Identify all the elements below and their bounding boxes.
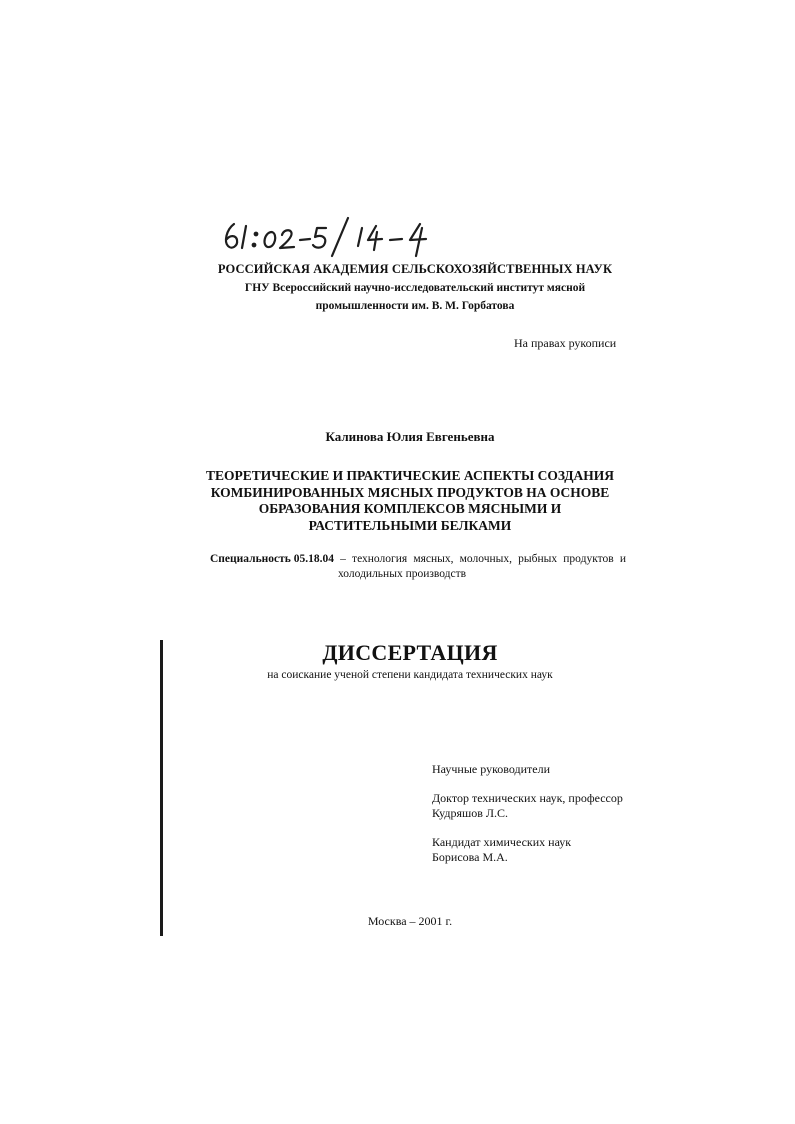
academy-name: РОССИЙСКАЯ АКАДЕМИЯ СЕЛЬСКОХОЗЯЙСТВЕННЫХ НАУК [217,262,613,276]
scan-edge-line [160,640,163,936]
dissertation-title [190,468,630,534]
handwritten-archive-number [218,204,458,260]
degree-line: на соискание ученой степени кандидата технических наук [267,669,553,681]
specialty-word: молочных, [459,553,513,565]
specialty-line1 [210,552,626,567]
specialty-dash: – [340,553,346,565]
advisor2-title: Кандидат химических наук [432,835,572,849]
institute-name-line2: промышленности им. В. М. Горбатова [315,300,515,312]
specialty-line2: холодильных производств [338,568,467,580]
advisors-block [432,762,623,865]
handwritten-note-drawing [218,204,458,260]
specialty-word: рыбных [518,553,558,565]
institute-name-line1: ГНУ Всероссийский научно-исследовательский институт мясной [244,282,586,294]
specialty-block [210,552,626,582]
title-line: РАСТИТЕЛЬНЫМИ БЕЛКАМИ [308,517,512,533]
advisor1-name: Кудряшов Л.С. [432,806,509,820]
advisor2-name: Борисова М.А. [432,850,508,864]
title-line: КОМБИНИРОВАННЫХ МЯСНЫХ ПРОДУКТОВ НА ОСНОВЕ [210,484,610,500]
document-type-heading: ДИССЕРТАЦИЯ [322,640,498,665]
specialty-label: Специальность 05.18.04 [210,553,335,565]
title-line: ОБРАЗОВАНИЯ КОМПЛЕКСОВ МЯСНЫМИ И [258,501,562,516]
manuscript-rights-note: На правах рукописи [514,336,617,350]
specialty-word: мясных, [413,553,454,565]
specialty-word: технология [352,553,408,565]
specialty-word: и [619,553,626,565]
advisors-heading: Научные руководители [432,762,551,776]
city-year: Москва – 2001 г. [367,914,453,928]
author-name: Калинова Юлия Евгеньевна [325,429,495,444]
advisor1-title: Доктор технических наук, профессор [432,791,623,805]
title-line: ТЕОРЕТИЧЕСКИЕ И ПРАКТИЧЕСКИЕ АСПЕКТЫ СОЗДАНИЯ [206,468,614,483]
specialty-word: продуктов [563,553,614,565]
